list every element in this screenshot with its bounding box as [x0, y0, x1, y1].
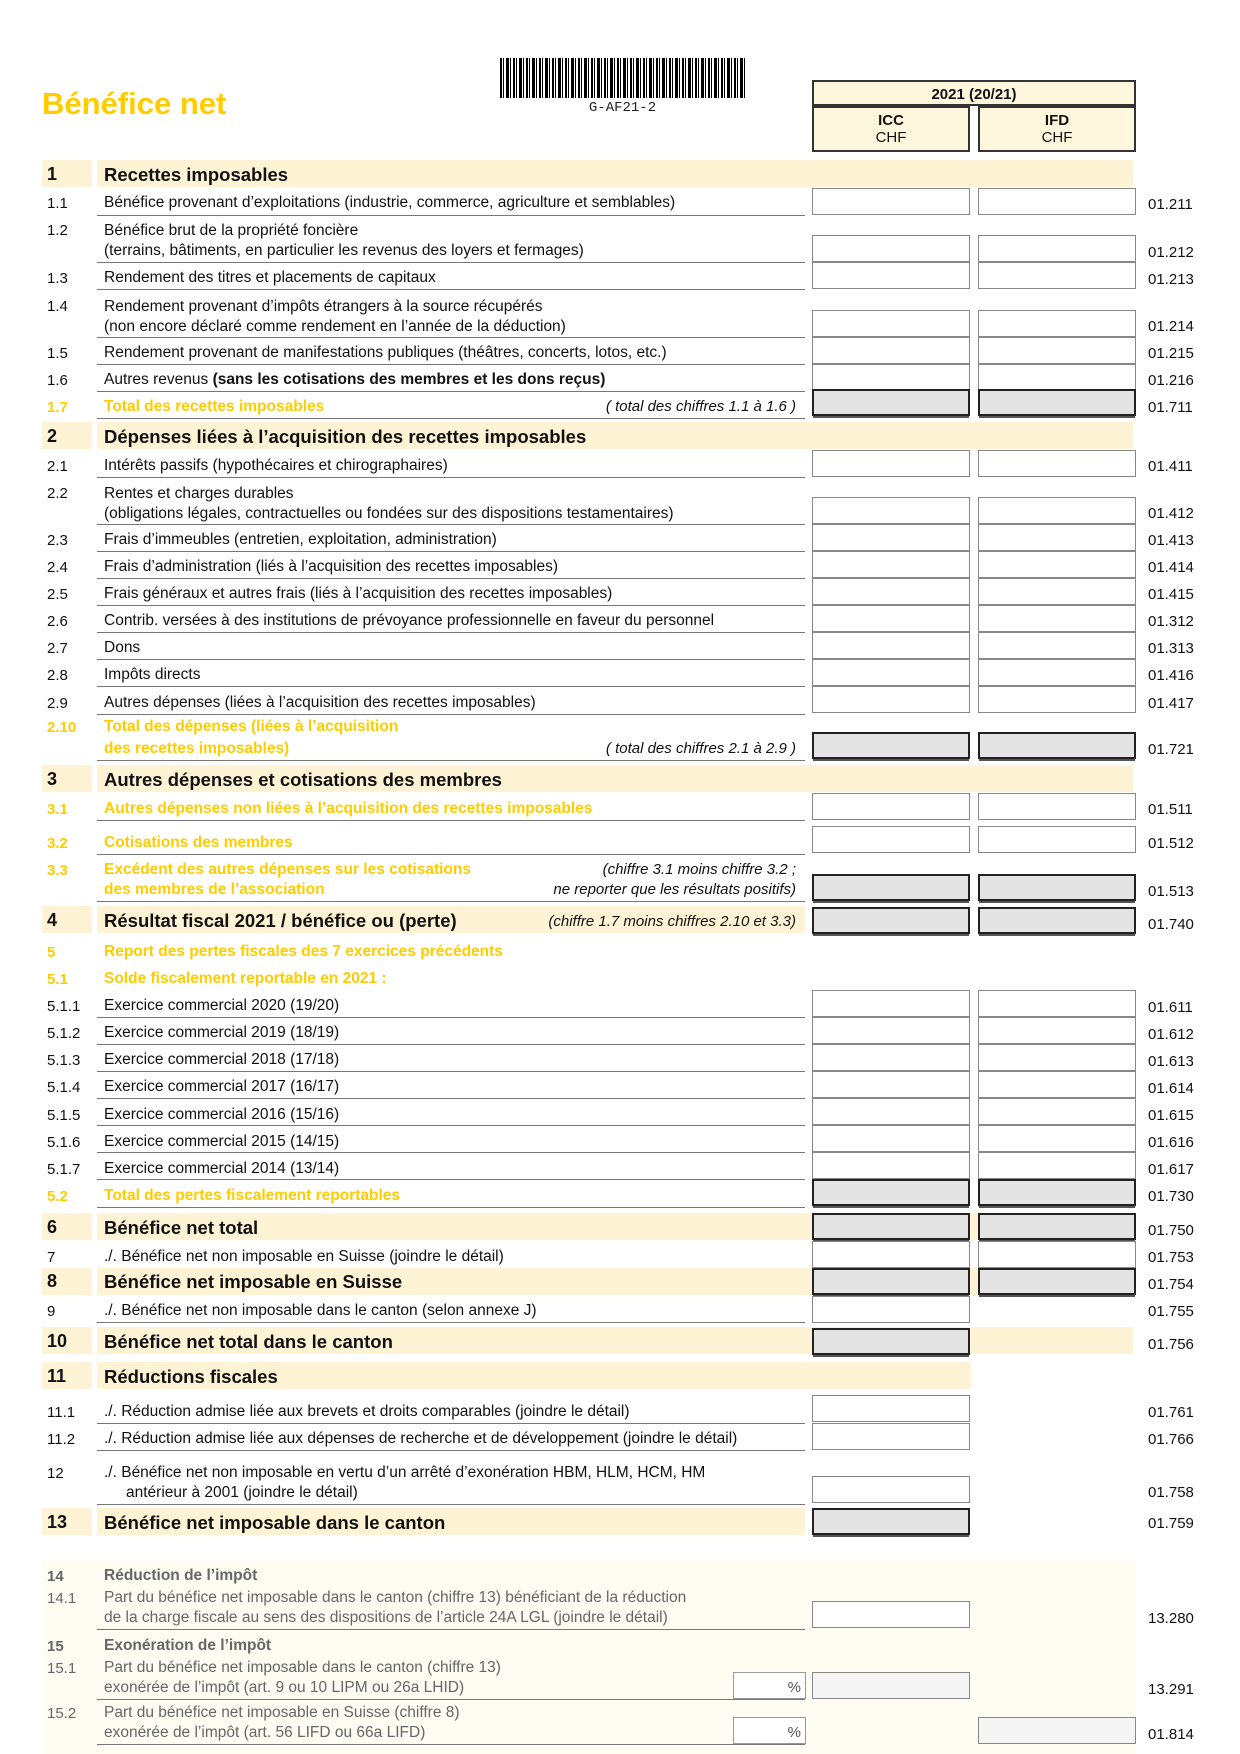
row-label: Autres dépenses non liées à l’acquisition des recettes imposables: [104, 800, 593, 817]
field-code: 01.761: [1148, 1404, 1194, 1421]
row-number: 5.1.2: [47, 1025, 81, 1042]
field-code: 01.755: [1148, 1303, 1194, 1320]
subsection-number: 5.1: [47, 971, 68, 988]
row-number: 11.1: [47, 1404, 76, 1421]
section-title: Exonération de l’impôt: [104, 1637, 272, 1654]
icc-input-5-1-3[interactable]: [812, 1044, 970, 1071]
row-number: 2.9: [47, 695, 68, 712]
icc-input-1-5[interactable]: [812, 337, 970, 364]
row-number: 1.1: [47, 195, 68, 212]
ifd-input-2-6[interactable]: [978, 605, 1136, 632]
field-code: 13.291: [1148, 1681, 1194, 1698]
row-number: 3.1: [47, 801, 68, 818]
icc-input-1-4[interactable]: [812, 310, 970, 337]
field-code: 01.312: [1148, 613, 1194, 630]
icc-input-5-1-5[interactable]: [812, 1098, 970, 1125]
row-label: Exercice commercial 2018 (17/18): [104, 1051, 340, 1068]
icc-input-11-1[interactable]: [812, 1395, 970, 1422]
icc-total-8: [812, 1268, 970, 1295]
field-code: 01.756: [1148, 1336, 1194, 1353]
field-code: 01.617: [1148, 1161, 1194, 1178]
row-underline: [97, 337, 805, 338]
field-code: 01.411: [1148, 458, 1193, 475]
ifd-input-1-2[interactable]: [978, 235, 1136, 262]
icc-input-15-1[interactable]: [812, 1672, 970, 1699]
ifd-input-2-5[interactable]: [978, 578, 1136, 605]
row-number: 5.1.6: [47, 1134, 81, 1151]
ifd-input-5-1-1[interactable]: [978, 990, 1136, 1017]
row-label: Excédent des autres dépenses sur les cotisations: [104, 861, 471, 878]
row-underline: [97, 1125, 805, 1126]
ifd-column-header: [978, 106, 1136, 152]
field-code: 01.721: [1148, 741, 1194, 758]
icc-unit: CHF: [875, 129, 907, 146]
row-underline: [97, 578, 805, 579]
field-code: 01.413: [1148, 532, 1194, 549]
row-label: [104, 370, 605, 390]
ifd-total-6: [978, 1213, 1136, 1240]
field-code: 01.814: [1148, 1726, 1194, 1743]
row-label: ./. Réduction admise liée aux dépenses de recherche et de développement (joindre le détail): [104, 1430, 738, 1447]
section-title: Réductions fiscales: [104, 1366, 278, 1387]
row-label: Part du bénéfice net imposable dans le canton (chiffre 13) bénéficiant de la réduction: [104, 1589, 687, 1606]
field-code: 01.613: [1148, 1053, 1194, 1070]
icc-input-2-1[interactable]: [812, 450, 970, 477]
row-label-line2: des membres de l’association: [104, 881, 325, 898]
total-note: ( total des chiffres 1.1 à 1.6 ): [605, 398, 796, 415]
icc-input-5-1-1[interactable]: [812, 990, 970, 1017]
row-underline: [97, 1207, 805, 1208]
field-code: 13.280: [1148, 1610, 1194, 1627]
row-underline: [97, 854, 805, 855]
row-underline: [97, 760, 805, 761]
row-label: Dons: [104, 639, 141, 656]
row-underline: [97, 262, 805, 263]
row-number: 2.7: [47, 640, 68, 657]
row-label: Part du bénéfice net imposable en Suisse (chiffre 8): [104, 1704, 460, 1721]
field-code: 01.614: [1148, 1080, 1194, 1097]
ifd-input-2-3[interactable]: [978, 524, 1136, 551]
icc-total-6: [812, 1213, 970, 1240]
section-title: Bénéfice net total dans le canton: [104, 1331, 393, 1352]
icc-total-13: [812, 1508, 970, 1535]
row-underline: [97, 1017, 805, 1018]
row-number: 2.2: [47, 485, 68, 502]
ifd-input-2-2[interactable]: [978, 497, 1136, 524]
row-label-bold: (sans les cotisations des membres et les dons reçus): [212, 371, 606, 388]
ifd-input-7[interactable]: [978, 1241, 1136, 1268]
ifd-input-5-1-7[interactable]: [978, 1152, 1136, 1179]
icc-input-5-1-2[interactable]: [812, 1017, 970, 1044]
icc-total-3-3: [812, 874, 970, 901]
row-number: 11.2: [47, 1431, 76, 1448]
row-label-line2: (obligations légales, contractuelles ou fondées sur des dispositions testamentaires): [104, 505, 674, 522]
row-underline: [97, 1629, 805, 1630]
row-label: Frais d’administration (liés à l’acquisition des recettes imposables): [104, 558, 558, 575]
icc-input-1-1[interactable]: [812, 188, 970, 215]
section-number: 3: [47, 769, 58, 789]
row-label: Bénéfice brut de la propriété foncière: [104, 222, 359, 239]
row-number: 2.5: [47, 586, 68, 603]
icc-input-2-3[interactable]: [812, 524, 970, 551]
ifd-input-1-4[interactable]: [978, 310, 1136, 337]
field-code: 01.213: [1148, 271, 1194, 288]
field-code: 01.750: [1148, 1222, 1194, 1239]
ifd-input-5-1-4[interactable]: [978, 1071, 1136, 1098]
row-label: Impôts directs: [104, 666, 201, 683]
row-label: Frais généraux et autres frais (liés à l’acquisition des recettes imposables): [104, 585, 613, 602]
icc-input-9[interactable]: [812, 1296, 970, 1323]
ifd-input-2-4[interactable]: [978, 551, 1136, 578]
ifd-input-1-5[interactable]: [978, 337, 1136, 364]
row-number: 5.1.5: [47, 1107, 81, 1124]
row-label: Exercice commercial 2016 (15/16): [104, 1106, 340, 1123]
field-code: 01.754: [1148, 1276, 1194, 1293]
section-title: Recettes imposables: [104, 164, 289, 185]
ifd-total-4: [978, 907, 1136, 934]
row-label-line2: (terrains, bâtiments, en particulier les revenus des loyers et fermages): [104, 242, 584, 259]
field-code: 01.211: [1148, 196, 1193, 213]
row-underline: [97, 1098, 805, 1099]
section-title: Dépenses liées à l’acquisition des recettes imposables: [104, 426, 587, 447]
row-label: ./. Bénéfice net non imposable en Suisse (joindre le détail): [104, 1248, 504, 1265]
row-underline: [97, 1152, 805, 1153]
row-label: Cotisations des membres: [104, 834, 293, 851]
field-code: 01.615: [1148, 1107, 1194, 1124]
row-underline: [97, 215, 805, 216]
year-header: 2021 (20/21): [812, 80, 1136, 106]
icc-input-2-9[interactable]: [812, 686, 970, 713]
ifd-input-1-1[interactable]: [978, 188, 1136, 215]
row-label-line2: exonérée de l’impôt (art. 56 LIFD ou 66a LIFD): [104, 1724, 426, 1741]
icc-input-3-1[interactable]: [812, 793, 970, 820]
field-code: 01.512: [1148, 835, 1194, 852]
field-code: 01.611: [1148, 999, 1193, 1016]
ifd-input-2-1[interactable]: [978, 450, 1136, 477]
section-note: (chiffre 1.7 moins chiffres 2.10 et 3.3): [548, 913, 796, 930]
field-code: 01.513: [1148, 883, 1194, 900]
row-underline: [97, 1699, 805, 1700]
row-underline: [97, 289, 805, 290]
row-number: 2.6: [47, 613, 68, 630]
section-number: 14: [47, 1568, 64, 1585]
section-number: 2: [47, 426, 58, 446]
row-underline: [97, 632, 805, 633]
ifd-total-8: [978, 1268, 1136, 1295]
field-code: 01.511: [1148, 801, 1193, 818]
icc-label: ICC: [878, 112, 904, 129]
ifd-input-3-2[interactable]: [978, 826, 1136, 853]
row-label: ./. Réduction admise liée aux brevets et droits comparables (joindre le détail): [104, 1403, 630, 1420]
row-label: Frais d’immeubles (entretien, exploitation, administration): [104, 531, 497, 548]
ifd-total-3-3: [978, 874, 1136, 901]
icc-input-5-1-4[interactable]: [812, 1071, 970, 1098]
field-code: 01.214: [1148, 318, 1194, 335]
row-note: (chiffre 3.1 moins chiffre 3.2 ;: [602, 861, 796, 878]
row-label-line2: (non encore déclaré comme rendement en l’année de la déduction): [104, 318, 566, 335]
row-label: Exercice commercial 2015 (14/15): [104, 1133, 340, 1150]
icc-input-5-1-7[interactable]: [812, 1152, 970, 1179]
row-number: 2.8: [47, 667, 68, 684]
icc-input-2-5[interactable]: [812, 578, 970, 605]
total-label: Total des pertes fiscalement reportables: [104, 1187, 401, 1204]
section-number: 4: [47, 910, 58, 930]
row-number: 5.2: [47, 1188, 68, 1205]
row-underline: [97, 659, 805, 660]
row-label: Rendement des titres et placements de capitaux: [104, 269, 436, 286]
ifd-input-5-1-6[interactable]: [978, 1125, 1136, 1152]
row-number: 5.1.1: [47, 998, 81, 1015]
icc-column-header: [812, 106, 970, 152]
ifd-input-2-8[interactable]: [978, 659, 1136, 686]
section-number: 15: [47, 1638, 64, 1655]
icc-total-2-10: [812, 732, 970, 759]
row-number: 1.6: [47, 372, 68, 389]
ifd-total-5-2: [978, 1179, 1136, 1206]
row-underline: [97, 391, 805, 392]
row-label: Autres dépenses (liées à l’acquisition des recettes imposables): [104, 694, 536, 711]
row-number: 14.1: [47, 1590, 77, 1607]
row-underline: [97, 605, 805, 606]
row-label-line2: antérieur à 2001 (joindre le détail): [126, 1484, 358, 1501]
ifd-total-2-10: [978, 732, 1136, 759]
icc-input-11-2[interactable]: [812, 1423, 970, 1450]
field-code: 01.616: [1148, 1134, 1194, 1151]
icc-total-5-2: [812, 1179, 970, 1206]
row-underline: [97, 1044, 805, 1045]
icc-input-2-2[interactable]: [812, 497, 970, 524]
row-underline: [97, 477, 805, 478]
icc-input-7[interactable]: [812, 1241, 970, 1268]
row-underline: [97, 714, 805, 715]
barcode: [500, 58, 745, 98]
field-code: 01.415: [1148, 586, 1194, 603]
icc-input-1-3[interactable]: [812, 262, 970, 289]
row-label: Rendement provenant de manifestations publiques (théâtres, concerts, lotos, etc.): [104, 344, 667, 361]
icc-input-2-6[interactable]: [812, 605, 970, 632]
row-number: 2.1: [47, 458, 68, 475]
row-underline: [97, 1744, 805, 1745]
field-code: 01.416: [1148, 667, 1194, 684]
row-label: ./. Bénéfice net non imposable en vertu d’un arrêté d’exonération HBM, HLM, HCM, HM: [104, 1464, 706, 1481]
ifd-input-5-1-2[interactable]: [978, 1017, 1136, 1044]
icc-total-1-7: [812, 389, 970, 416]
row-underline: [97, 364, 805, 365]
row-label-text: Autres revenus: [104, 371, 213, 388]
row-number: 3.2: [47, 835, 68, 852]
field-code: 01.730: [1148, 1188, 1194, 1205]
row-underline: [97, 418, 805, 419]
row-number: 1.2: [47, 222, 68, 239]
row-number: 2.3: [47, 532, 68, 549]
row-underline: [97, 686, 805, 687]
row-label-line2: de la charge fiscale au sens des dispositions de l’article 24A LGL (joindre le détail): [104, 1609, 668, 1626]
icc-total-10: [812, 1328, 970, 1355]
row-number: 1.4: [47, 298, 68, 315]
section-number: 13: [47, 1512, 68, 1532]
icc-input-1-2[interactable]: [812, 235, 970, 262]
field-code: 01.612: [1148, 1026, 1194, 1043]
row-number: 1.3: [47, 270, 68, 287]
ifd-unit: CHF: [1041, 129, 1073, 146]
section-number: 8: [47, 1271, 58, 1291]
row-underline: [97, 524, 805, 525]
page-title: Bénéfice net: [42, 86, 227, 121]
section-title: Bénéfice net imposable dans le canton: [104, 1512, 446, 1533]
field-code: 01.212: [1148, 244, 1194, 261]
ifd-input-5-1-5[interactable]: [978, 1098, 1136, 1125]
ifd-input-1-3[interactable]: [978, 262, 1136, 289]
percent-input-15-1[interactable]: %: [733, 1672, 806, 1699]
row-number: 15.2: [47, 1705, 77, 1722]
ifd-input-15-2[interactable]: [978, 1717, 1136, 1744]
row-number: 3.3: [47, 862, 68, 879]
subsection-title: Solde fiscalement reportable en 2021 :: [104, 970, 387, 987]
row-underline: [97, 820, 805, 821]
icc-input-3-2[interactable]: [812, 826, 970, 853]
field-code: 01.711: [1148, 399, 1193, 416]
field-code: 01.417: [1148, 695, 1194, 712]
icc-input-14-1[interactable]: [812, 1601, 970, 1628]
row-underline: [97, 1179, 805, 1180]
total-label: Total des dépenses (liées à l’acquisition: [104, 718, 399, 735]
icc-input-5-1-6[interactable]: [812, 1125, 970, 1152]
row-number: 9: [47, 1303, 56, 1320]
ifd-input-2-7[interactable]: [978, 632, 1136, 659]
section-title: Report des pertes fiscales des 7 exercices précédents: [104, 943, 503, 960]
row-label: Contrib. versées à des institutions de prévoyance professionnelle en faveur du personnel: [104, 612, 715, 629]
row-label: Exercice commercial 2017 (16/17): [104, 1078, 340, 1095]
row-underline: [97, 1450, 805, 1451]
ifd-input-5-1-3[interactable]: [978, 1044, 1136, 1071]
field-code: 01.215: [1148, 345, 1194, 362]
total-label-line2: des recettes imposables): [104, 740, 290, 757]
row-underline: [97, 1504, 805, 1505]
row-underline: [97, 1423, 805, 1424]
row-label: Exercice commercial 2019 (18/19): [104, 1024, 340, 1041]
row-number: 1.7: [47, 399, 68, 416]
icc-input-2-7[interactable]: [812, 632, 970, 659]
icc-input-1-6[interactable]: [812, 364, 970, 391]
row-label: Rentes et charges durables: [104, 485, 294, 502]
section-number: 10: [47, 1331, 68, 1351]
field-code: 01.753: [1148, 1249, 1194, 1266]
section-number: 6: [47, 1217, 58, 1237]
row-label: Rendement provenant d’impôts étrangers à la source récupérés: [104, 298, 543, 315]
row-underline: [97, 901, 805, 902]
row-number: 7: [47, 1249, 56, 1266]
row-underline: [97, 1071, 805, 1072]
section-title: Autres dépenses et cotisations des membres: [104, 769, 502, 790]
field-code: 01.766: [1148, 1431, 1194, 1448]
ifd-input-1-6[interactable]: [978, 364, 1136, 391]
icc-input-12[interactable]: [812, 1476, 970, 1503]
row-number: 2.10: [47, 719, 77, 736]
section-number: 11: [47, 1366, 67, 1386]
row-label: Part du bénéfice net imposable dans le canton (chiffre 13): [104, 1659, 501, 1676]
section-title: Bénéfice net total: [104, 1217, 259, 1238]
field-code: 01.313: [1148, 640, 1194, 657]
section-title: Résultat fiscal 2021 / bénéfice ou (perte): [104, 910, 457, 931]
ifd-input-2-9[interactable]: [978, 686, 1136, 713]
row-number: 5.1.4: [47, 1079, 81, 1096]
row-label-line2: exonérée de l’impôt (art. 9 ou 10 LIPM ou 26a LHID): [104, 1679, 465, 1696]
row-number: 15.1: [47, 1660, 77, 1677]
ifd-label: IFD: [1044, 112, 1070, 129]
section-number: 1: [47, 164, 58, 184]
section-title: Réduction de l’impôt: [104, 1567, 258, 1584]
row-label: Exercice commercial 2014 (13/14): [104, 1160, 340, 1177]
row-number: 1.5: [47, 345, 68, 362]
total-note: ( total des chiffres 2.1 à 2.9 ): [605, 740, 796, 757]
field-code: 01.412: [1148, 505, 1194, 522]
field-code: 01.414: [1148, 559, 1194, 576]
row-label: ./. Bénéfice net non imposable dans le canton (selon annexe J): [104, 1302, 537, 1319]
row-underline: [97, 1322, 805, 1323]
row-label: Bénéfice provenant d’exploitations (industrie, commerce, agriculture et semblables): [104, 194, 676, 211]
row-number: 12: [47, 1465, 64, 1482]
row-label: Exercice commercial 2020 (19/20): [104, 997, 340, 1014]
total-label: Total des recettes imposables: [104, 398, 325, 415]
section-title: Bénéfice net imposable en Suisse: [104, 1271, 403, 1292]
row-number: 2.4: [47, 559, 68, 576]
icc-total-4: [812, 907, 970, 934]
section-number: 5: [47, 944, 56, 961]
barcode-label: G-AF21-2: [588, 100, 657, 116]
ifd-total-1-7: [978, 389, 1136, 416]
field-code: 01.740: [1148, 916, 1194, 933]
icc-input-2-4[interactable]: [812, 551, 970, 578]
row-number: 5.1.3: [47, 1052, 81, 1069]
ifd-input-3-1[interactable]: [978, 793, 1136, 820]
row-number: 5.1.7: [47, 1161, 81, 1178]
icc-input-2-8[interactable]: [812, 659, 970, 686]
field-code: 01.216: [1148, 372, 1194, 389]
field-code: 01.759: [1148, 1515, 1194, 1532]
field-code: 01.758: [1148, 1484, 1194, 1501]
row-note-line2: ne reporter que les résultats positifs): [553, 881, 796, 898]
row-underline: [97, 551, 805, 552]
percent-input-15-2[interactable]: %: [733, 1717, 806, 1744]
row-label: Intérêts passifs (hypothécaires et chirographaires): [104, 457, 448, 474]
